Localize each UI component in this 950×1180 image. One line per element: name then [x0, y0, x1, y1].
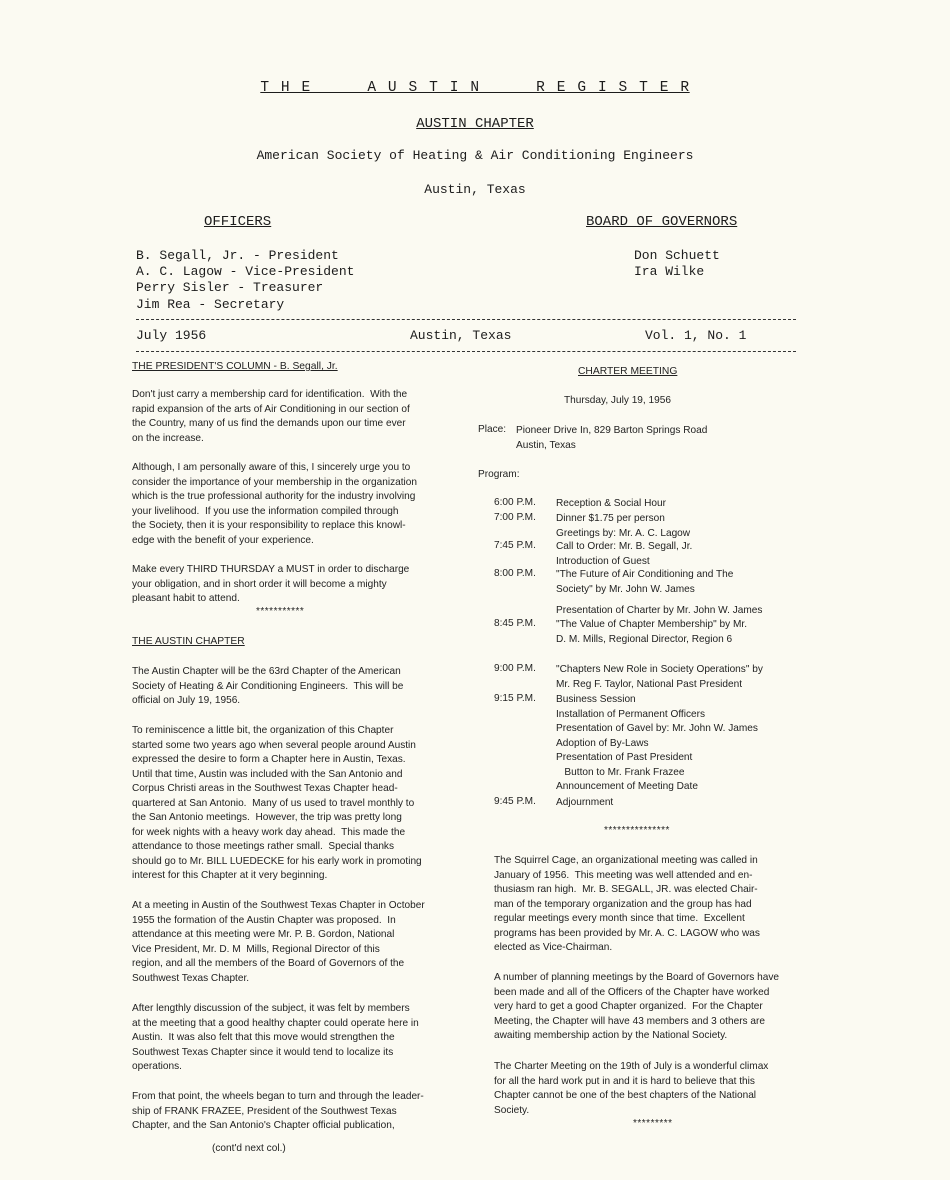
program-time: 9:45 P.M. [494, 796, 536, 807]
chapter-name: AUSTIN CHAPTER [416, 116, 534, 132]
program-time: 7:45 P.M. [494, 540, 536, 551]
officers-heading: OFFICERS [204, 214, 272, 230]
edition-volume: Vol. 1, No. 1 [645, 328, 747, 343]
program-time: 8:45 P.M. [494, 618, 536, 629]
newsletter-title: T H E A U S T I N R E G I S T E R [260, 80, 690, 96]
program-label: Program: [478, 469, 520, 480]
presidents-paragraph: Don't just carry a membership card for identification. With the rapid expansion of the arts of Air Conditioning in our section of the Country, many of us find the demands upon our time ever on the increase. [132, 389, 410, 444]
officer-item: A. C. Lagow - Vice-President [136, 264, 355, 280]
austin-chapter-heading: THE AUSTIN CHAPTER [132, 636, 245, 647]
presidents-column-heading: THE PRESIDENT'S COLUMN - B. Segall, Jr. [132, 361, 338, 372]
program-desc: "Chapters New Role in Society Operations" by Mr. Reg F. Taylor, National Past President [556, 664, 763, 690]
program-time: 7:00 P.M. [494, 512, 536, 523]
presidents-paragraph: Make every THIRD THURSDAY a MUST in order to discharge your obligation, and in short order it will become a mighty pleasant habit to attend. [132, 564, 410, 604]
officer-item: Jim Rea - Secretary [136, 296, 285, 312]
program-list [478, 497, 808, 817]
section-separator: *************** [604, 825, 670, 836]
board-member: Don Schuett [634, 248, 720, 263]
program-time: 8:00 P.M. [494, 568, 536, 579]
austin-chapter-paragraph: The Austin Chapter will be the 63rd Chapter of the American Society of Heating & Air Conditioning Engineers. This will be official on July 19, 1956. [132, 666, 404, 706]
officer-item: Perry Sisler - Treasurer [136, 280, 324, 296]
charter-meeting-heading: CHARTER MEETING [578, 366, 678, 377]
austin-chapter-paragraph: To reminiscence a little bit, the organization of this Chapter started some two years ago when several people around Austin expressed the desire to form a Chapter here in Austin, Texas. Until that time, Austin was included with the San Antonio and Corpus Christi areas in the Southwest Texas Chapter head- quartered at San Antonio. Many of us used to travel monthly to the San Antonio meetings. However, the trip was pretty long for week nights with a heavy work day ahead. This made the attendance to those meetings rather small. Special thanks should go to Mr. BILL LUEDECKE for his early work in promoting interest for this Chapter at it very beginning. [132, 725, 422, 881]
officer-item: B. Segall, Jr. - President [136, 248, 339, 263]
continued-note: (cont'd next col.) [212, 1143, 286, 1154]
board-list [634, 248, 720, 280]
program-desc: Business Session Installation of Permanent Officers Presentation of Gavel by: Mr. John W. James Adoption of By-Laws Presentation of Past President Button to Mr. Frank Frazee Announcement of Meeting Date [556, 694, 758, 792]
program-desc: Presentation of Charter by Mr. John W. James [556, 605, 763, 616]
program-desc: Dinner $1.75 per person Greetings by: Mr. A. C. Lagow [556, 513, 691, 539]
program-time: 9:00 P.M. [494, 663, 536, 674]
edition-date: July 1956 [136, 328, 207, 343]
charter-meeting-date: Thursday, July 19, 1956 [564, 395, 671, 406]
dashed-divider [136, 351, 796, 352]
officers-list [136, 248, 354, 313]
society-name: American Society of Heating & Air Conditioning Engineers [256, 148, 694, 163]
presidents-paragraph: Although, I am personally aware of this, I sincerely urge you to consider the importance of your membership in the organization which is the true professional authority for the industry involving your livelihood. If you use the information compiled through the Society, then it is your responsibility to replace this knowl- edge with the benefit of your experience. [132, 462, 418, 546]
squirrel-cage-paragraph: The Charter Meeting on the 19th of July is a wonderful climax for all the hard work put in and it is hard to believe that this Chapter cannot be one of the best chapters of the National Society. [494, 1061, 769, 1116]
program-desc: Reception & Social Hour [556, 498, 666, 509]
squirrel-cage-paragraph: A number of planning meetings by the Board of Governors have been made and all of the Officers of the Chapter have worked very hard to get a good Chapter organized. For the Chapter Meeting, the Chapter will have 43 members and 3 others are awaiting membership action by the National Society. [494, 972, 780, 1041]
dashed-divider [136, 319, 796, 320]
board-member: Ira Wilke [634, 264, 705, 280]
edition-city: Austin, Texas [410, 328, 512, 343]
austin-chapter-paragraph: At a meeting in Austin of the Southwest Texas Chapter in October 1955 the formation of the Austin Chapter was proposed. In attendance at this meeting were Mr. P. B. Gordon, National Vice President, Mr. D. M Mills, Regional Director of this region, and all the members of the Board of Governors of the Southwest Texas Chapter. [132, 900, 425, 984]
meeting-place: Pioneer Drive In, 829 Barton Springs Road Austin, Texas [516, 425, 708, 451]
place-label: Place: [478, 424, 507, 435]
program-desc: "The Future of Air Conditioning and The Society" by Mr. John W. James [556, 569, 734, 595]
program-time: 9:15 P.M. [494, 693, 536, 704]
austin-chapter-paragraph: After lengthly discussion of the subject, it was felt by members at the meeting that a good healthy chapter could operate here in Austin. It was also felt that this move would strengthen the Southwest Texas Chapter since it would tend to localize its operations. [132, 1003, 419, 1072]
squirrel-cage-paragraph: The Squirrel Cage, an organizational meeting was called in January of 1956. This meeting was well attended and en- thusiasm ran high. Mr. B. SEGALL, JR. was elected Chair- man of the temporary organization and the group has had regular meetings every month since that time. Excellent programs has been provided by Mr. A. C. LAGOW who was elected as Vice-Chairman. [494, 855, 760, 953]
masthead-city: Austin, Texas [424, 182, 526, 197]
section-separator: *********** [256, 606, 305, 617]
program-time: 6:00 P.M. [494, 497, 536, 508]
program-desc: Adjournment [556, 797, 614, 808]
section-separator: ********* [633, 1118, 673, 1129]
austin-chapter-paragraph: From that point, the wheels began to turn and through the leader- ship of FRANK FRAZEE, President of the Southwest Texas Chapter, and the San Antonio's Chapter official publication, [132, 1091, 424, 1131]
program-desc: "The Value of Chapter Membership" by Mr. D. M. Mills, Regional Director, Region 6 [556, 619, 747, 645]
program-desc: Call to Order: Mr. B. Segall, Jr. Introduction of Guest [556, 541, 693, 567]
board-heading: BOARD OF GOVERNORS [586, 214, 738, 230]
